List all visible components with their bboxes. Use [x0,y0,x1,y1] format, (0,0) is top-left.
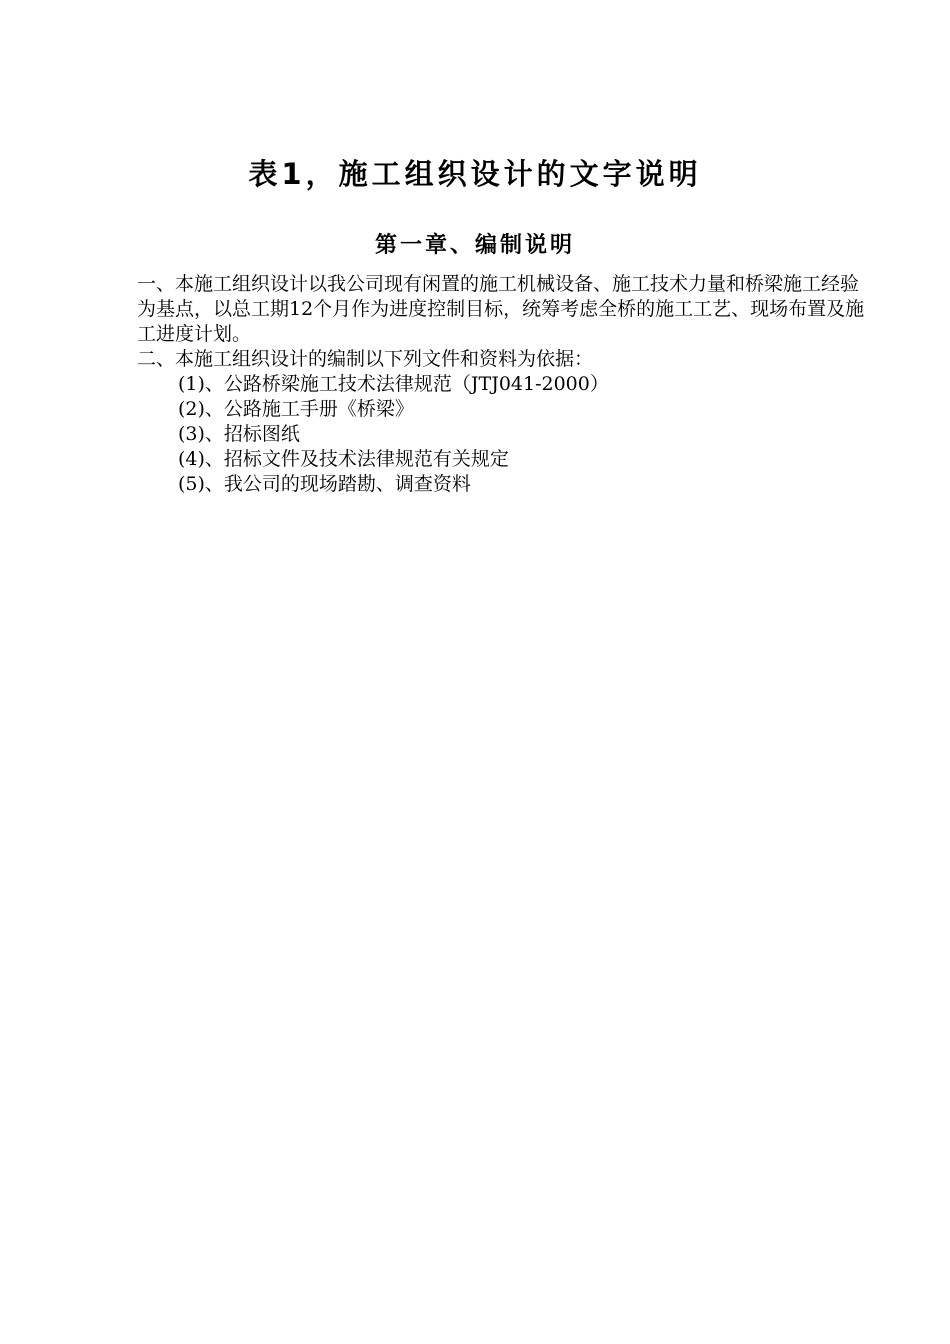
list-item: (1)、公路桥梁施工技术法律规范（JTJ041-2000） [178,373,609,395]
list-item: (5)、我公司的现场踏勘、调查资料 [178,473,471,495]
paragraph-basis-intro: 二、本施工组织设计的编制以下列文件和资料为依据： [137,348,594,370]
list-item: (2)、公路施工手册《桥梁》 [178,398,414,420]
list-item: (4)、招标文件及技术法律规范有关规定 [178,448,509,470]
basis-list [178,372,609,497]
list-item: (3)、招标图纸 [178,423,300,445]
chapter-heading: 第一章、编制说明 [374,233,575,258]
document-title: 表1，施工组织设计的文字说明 [248,157,702,191]
paragraph-purpose: 一、本施工组织设计以我公司现有闲置的施工机械设备、施工技术力量和桥梁施工经验为基点，以总工期12个月作为进度控制目标，统筹考虑全桥的施工工艺、现场布置及施工进度计划。 [137,273,865,345]
